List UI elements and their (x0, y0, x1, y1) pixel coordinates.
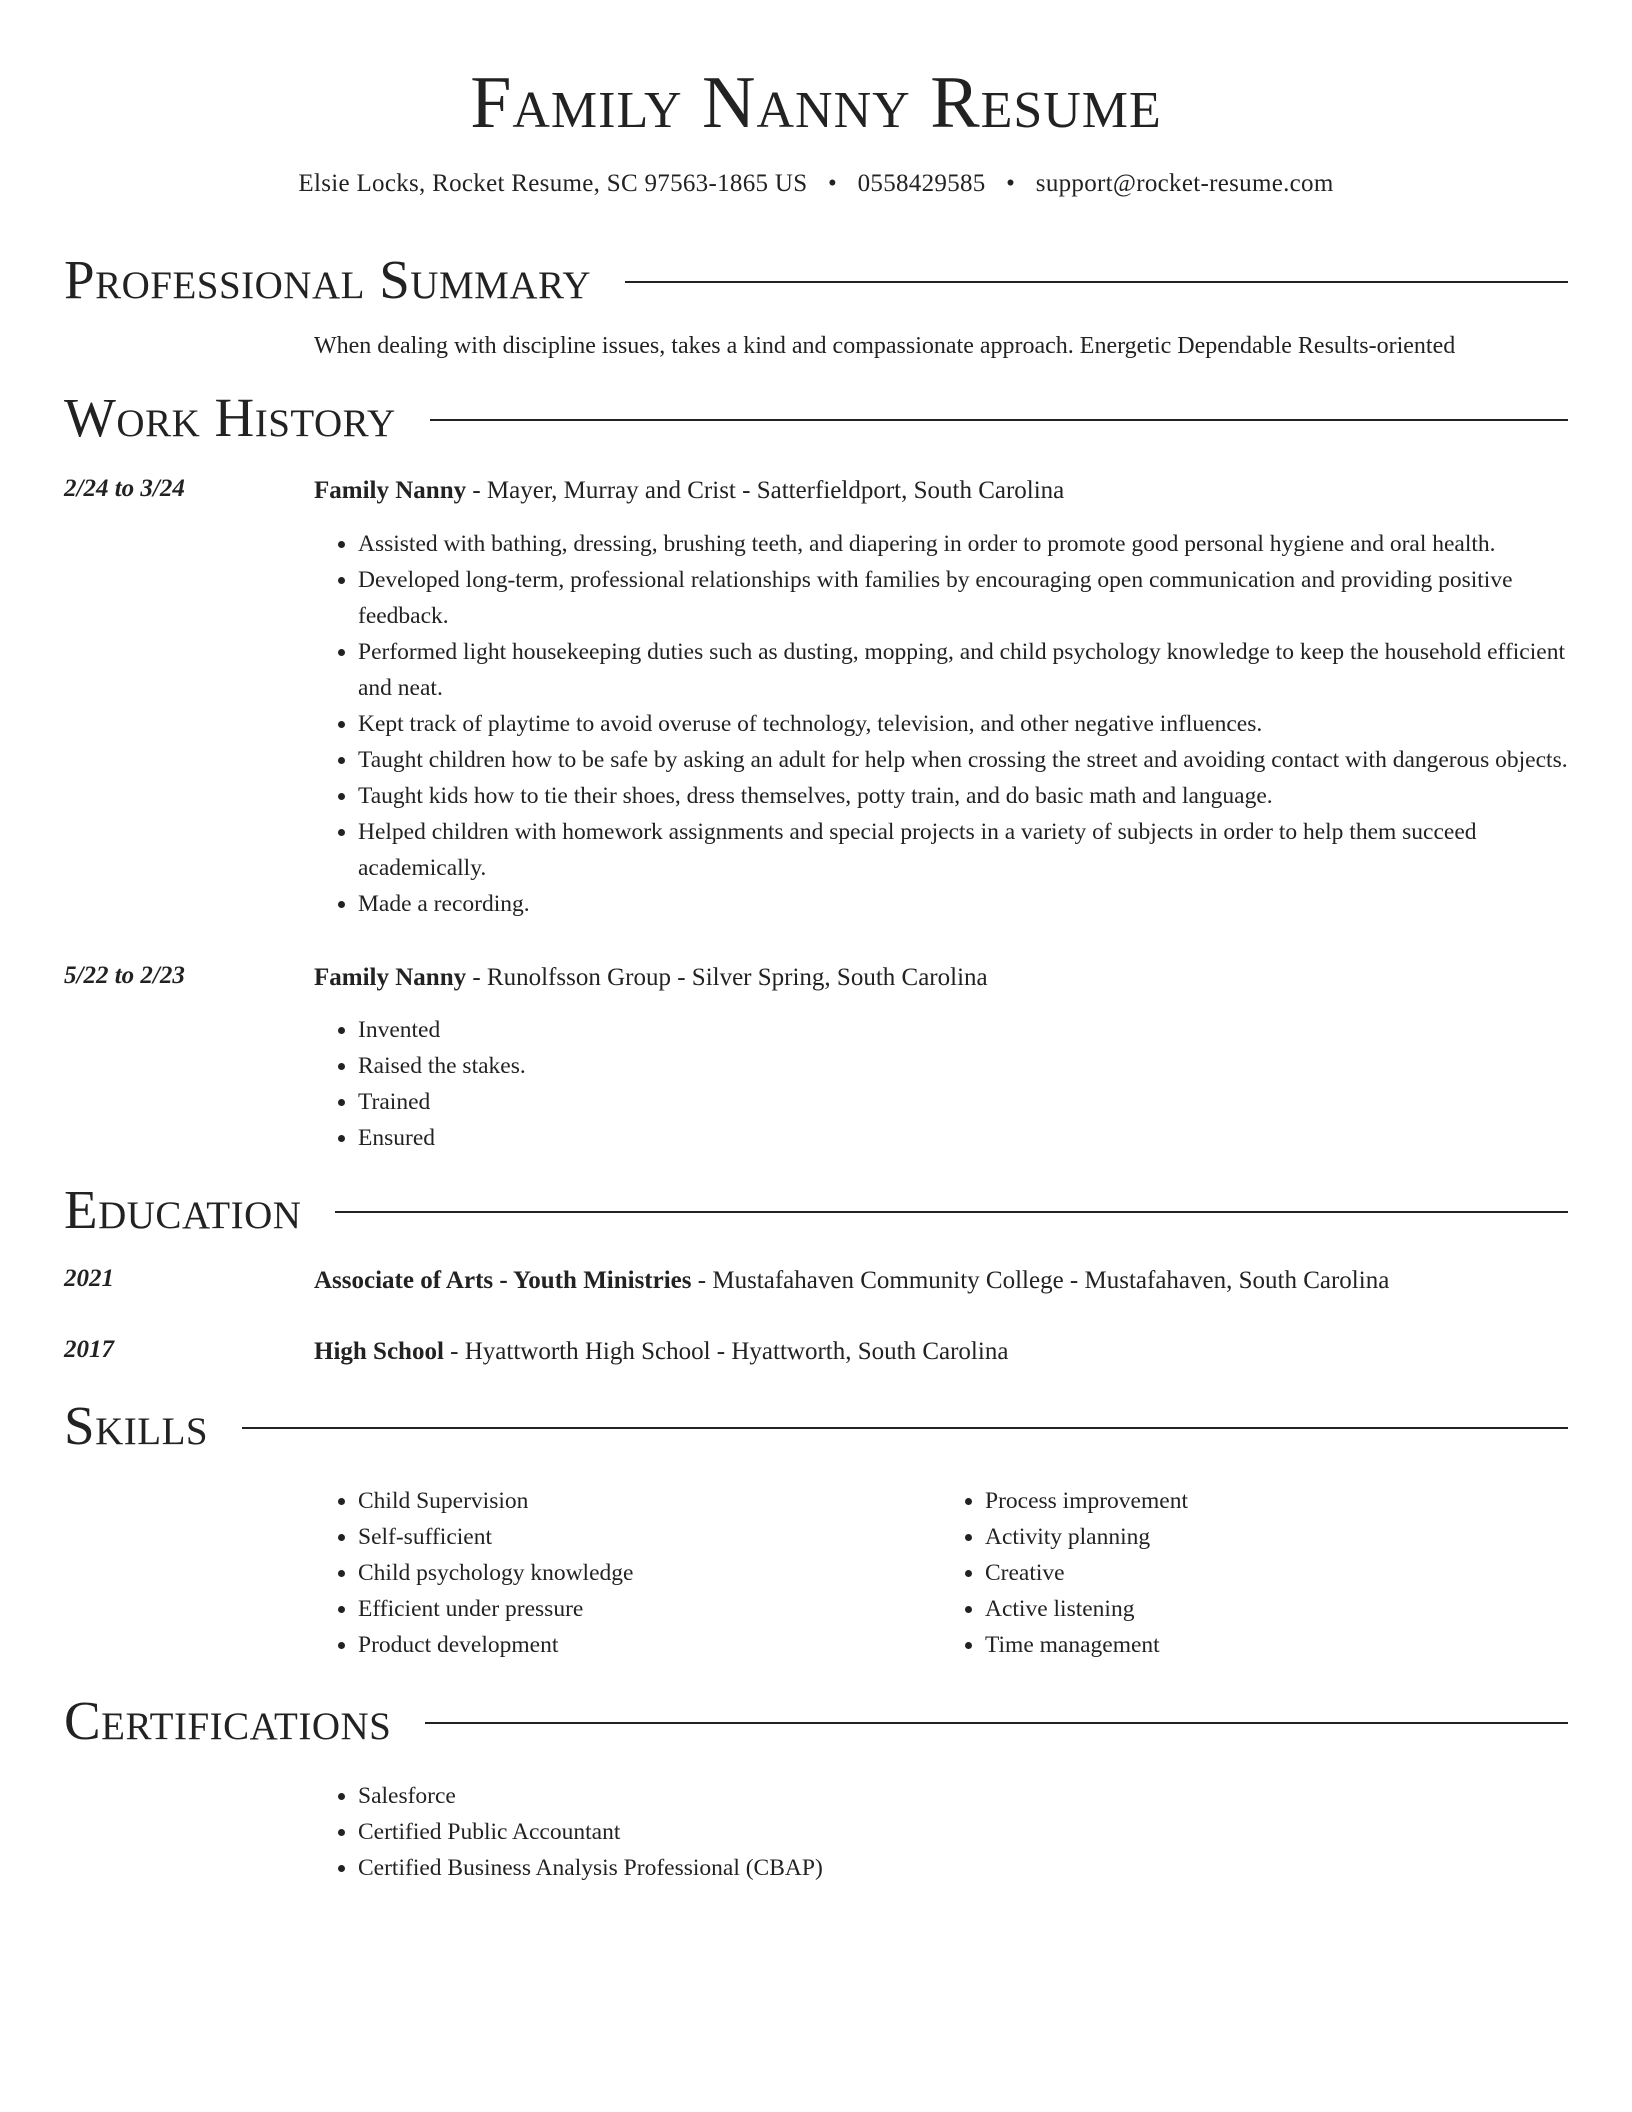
contact-line (64, 170, 1568, 198)
skills-heading: Skills (64, 1395, 209, 1456)
summary-spacer (64, 333, 314, 360)
section-divider (242, 1427, 1568, 1429)
skills-list (64, 1483, 1568, 1663)
section-divider (425, 1722, 1568, 1724)
list-item: • Ensured (358, 1120, 1568, 1156)
work-section-header (64, 387, 1568, 448)
contact-address: Elsie Locks, Rocket Resume, SC 97563-1865 US (298, 170, 808, 197)
job-dates: 2/24 to 3/24 (64, 475, 185, 502)
skill-item: • Product development (358, 1627, 941, 1663)
job-details: - Runolfsson Group - Silver Spring, South Carolina (466, 963, 988, 991)
list-item: • Raised the stakes. (358, 1048, 1568, 1084)
skill-item: • Process improvement (985, 1483, 1568, 1519)
certification-item: • Salesforce (358, 1778, 1568, 1814)
skill-item: • Child Supervision (358, 1483, 941, 1519)
list-item: • Taught children how to be safe by asking an adult for help when crossing the street and avoiding contact with dangerous objects. (358, 742, 1568, 778)
certifications-heading: Certifications (64, 1690, 392, 1751)
skills-section-header (64, 1395, 1568, 1456)
job-position: Family Nanny (314, 963, 467, 991)
list-item: • Invented (358, 1012, 1568, 1048)
job-dates: 5/22 to 2/23 (64, 961, 185, 989)
skill-item: • Self-sufficient (358, 1519, 941, 1555)
certifications-section-header (64, 1690, 1568, 1751)
education-year: 2017 (64, 1335, 114, 1363)
education-entry (64, 1265, 1568, 1298)
education-heading: Education (64, 1179, 302, 1240)
skill-item: • Creative (985, 1555, 1568, 1591)
contact-separator: • (1006, 170, 1016, 197)
certification-item: • Certified Business Analysis Professional (CBAP) (358, 1850, 1568, 1886)
job-title-line (314, 475, 1568, 508)
list-item: • Made a recording. (358, 886, 1568, 922)
job-position: Family Nanny (314, 477, 467, 504)
skill-item: • Child psychology knowledge (358, 1555, 941, 1591)
section-divider (335, 1211, 1568, 1213)
contact-email: support@rocket-resume.com (1035, 170, 1334, 197)
contact-separator: • (827, 170, 838, 197)
summary-heading: Professional Summary (64, 249, 592, 310)
job-details: - Mayer, Murray and Crist - Satterfieldport, South Carolina (466, 477, 1065, 504)
certifications-list (64, 1778, 1568, 1886)
job-entry (64, 962, 1568, 1157)
section-divider (430, 419, 1568, 421)
list-item: • Helped children with homework assignments and special projects in a variety of subjects in order to help them succeed academically. (358, 814, 1568, 886)
skill-item: • Efficient under pressure (358, 1591, 941, 1627)
education-year: 2021 (64, 1265, 114, 1292)
summary-text: When dealing with discipline issues, takes a kind and compassionate approach. Energetic Dependable Results-oriented (314, 333, 1456, 359)
job-title-line (314, 962, 1568, 995)
resume-title: Family Nanny Resume (470, 62, 1162, 144)
section-divider (625, 281, 1568, 283)
education-section-header (64, 1179, 1568, 1240)
job-entry (64, 475, 1568, 922)
work-heading: Work History (64, 387, 396, 448)
education-entry (64, 1336, 1568, 1369)
skill-item: • Active listening (985, 1591, 1568, 1627)
education-degree: Associate of Arts - Youth Ministries (314, 1267, 692, 1294)
list-item: • Trained (358, 1084, 1568, 1120)
list-item: • Assisted with bathing, dressing, brushing teeth, and diapering in order to promote good personal hygiene and oral health. (358, 526, 1568, 562)
summary-section-header (64, 249, 1568, 310)
education-details: - Hyattworth High School - Hyattworth, South Carolina (443, 1337, 1009, 1365)
job-bullets (314, 526, 1568, 922)
list-item: • Kept track of playtime to avoid overuse of technology, television, and other negative influences. (358, 706, 1568, 742)
skill-item: • Time management (985, 1627, 1568, 1663)
summary-row (64, 333, 1568, 360)
education-degree: High School (314, 1337, 444, 1365)
skills-column-right (941, 1483, 1568, 1663)
skill-item: • Activity planning (985, 1519, 1568, 1555)
education-details: - Mustafahaven Community College - Mustafahaven, South Carolina (691, 1267, 1390, 1294)
certification-item: • Certified Public Accountant (358, 1814, 1568, 1850)
list-item: • Developed long-term, professional relationships with families by encouraging open communication and providing positive feedback. (358, 562, 1568, 634)
contact-phone: 0558429585 (857, 170, 986, 197)
list-item: • Performed light housekeeping duties such as dusting, mopping, and child psychology knowledge to keep the household efficient and neat. (358, 634, 1568, 706)
list-item: • Taught kids how to tie their shoes, dress themselves, potty train, and do basic math and language. (358, 778, 1568, 814)
skills-column-left (314, 1483, 941, 1663)
job-bullets (314, 1012, 1568, 1156)
